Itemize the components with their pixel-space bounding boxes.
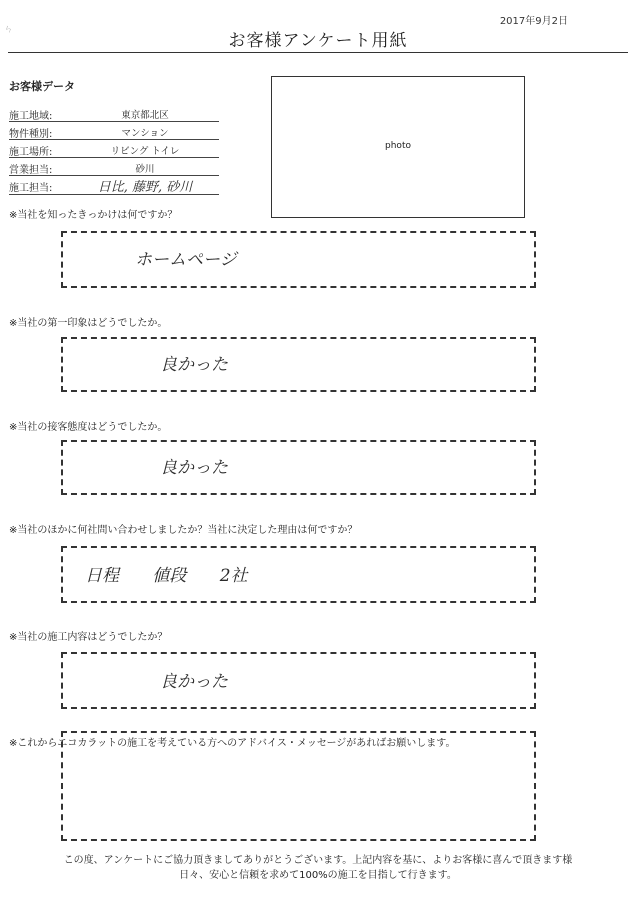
question-5: ※当社の施工内容はどうでしたか？ [9,632,168,643]
field-label-property-type: 物件種別: [9,129,53,140]
field-value-sales-rep: 砂川 [135,164,155,175]
question-4: ※当社のほかに何社問い合わせしましたか？当社に決定した理由は何ですか？ [9,525,358,536]
answer-box-3 [61,440,536,495]
customer-section-title: お客様データ [9,80,75,93]
field-value-property-type: マンション [121,128,169,139]
field-line [9,121,219,122]
field-label-sales-rep: 営業担当: [9,165,53,176]
answer-4: 日程 値段 2社 [85,566,248,586]
field-label-installer: 施工担当: [9,183,53,194]
field-value-location: リビング トイレ [110,146,180,157]
field-line [9,157,219,158]
footer-line-2: 日々、安心と信頼を求めて100%の施工を目指して行きます。 [179,870,457,881]
answer-3: 良かった [160,458,228,478]
answer-box-5 [61,652,536,709]
answer-1: ホームページ [135,250,237,270]
question-3: ※当社の接客態度はどうでしたか。 [9,422,168,433]
field-label-area: 施工地域: [9,111,53,122]
title-underline [8,52,628,53]
scan-mark: ㄣ [4,25,14,35]
page-title: お客様アンケート用紙 [228,31,408,51]
field-value-installer: 日比, 藤野, 砂川 [97,180,193,195]
question-6: ※これからエコカラットの施工を考えている方へのアドバイス・メッセージがあればお願いします。 [9,738,456,749]
survey-date: 2017年9月2日 [499,16,568,27]
answer-box-1 [61,231,536,288]
photo-label: photo [385,141,411,151]
question-2: ※当社の第一印象はどうでしたか。 [9,318,168,329]
field-value-area: 東京都北区 [121,110,169,121]
field-line [9,194,219,195]
answer-box-2 [61,337,536,392]
field-label-location: 施工場所: [9,147,53,158]
field-line [9,139,219,140]
answer-2: 良かった [160,355,228,375]
footer-line-1: この度、アンケートにご協力頂きましてありがとうございます。上記内容を基に、よりお客様に喜んで頂きます様 [63,855,573,866]
answer-box-6 [61,731,536,841]
answer-5: 良かった [160,672,228,692]
question-1: ※当社を知ったきっかけは何ですか？ [9,210,178,221]
